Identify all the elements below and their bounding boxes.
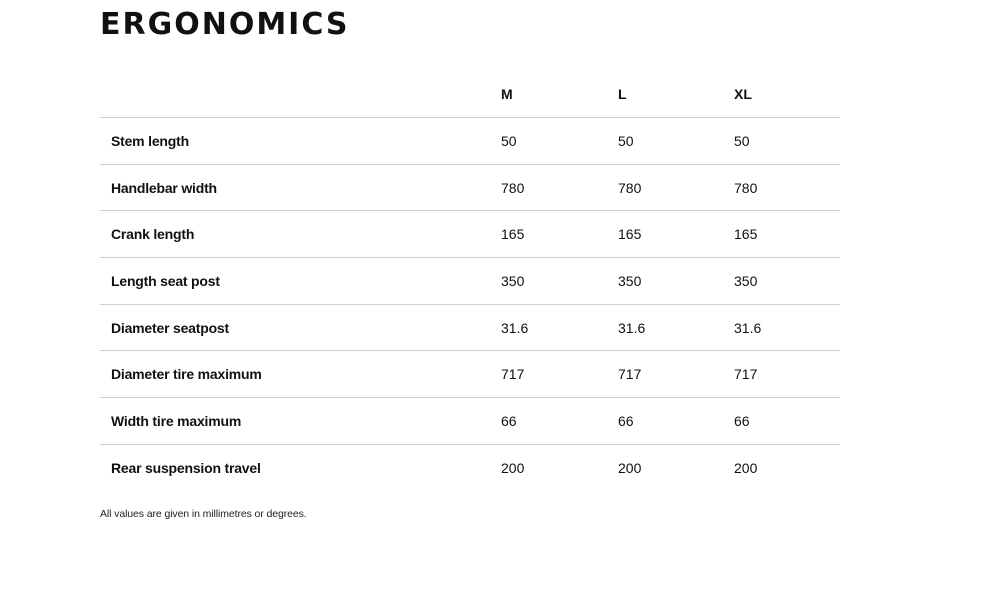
cell-value: 66 [618,412,634,429]
cell-value: 31.6 [501,319,529,336]
section-title: ERGONOMICS [100,7,350,42]
cell-value: 780 [734,179,758,196]
cell-value: 66 [734,412,750,429]
cell-value: 200 [618,460,642,477]
units-footnote: All values are given in millimetres or degrees. [100,508,307,520]
column-header-xl: XL [734,85,752,102]
table-row [100,398,840,445]
cell-value: 200 [734,460,758,477]
cell-value: 31.6 [734,319,762,336]
cell-value: 165 [618,226,642,243]
ergonomics-table [100,70,840,492]
cell-value: 350 [734,272,758,289]
cell-value: 31.6 [618,319,646,336]
table-row [100,258,840,305]
table-row [100,351,840,398]
row-label: Diameter seatpost [111,319,229,336]
table-row [100,445,840,492]
row-label: Stem length [111,132,189,149]
cell-value: 717 [734,366,758,383]
table-row [100,165,840,212]
cell-value: 780 [501,179,525,196]
cell-value: 717 [501,366,525,383]
table-row [100,118,840,165]
cell-value: 66 [501,412,517,429]
row-label: Length seat post [111,272,220,289]
cell-value: 350 [501,272,525,289]
cell-value: 165 [734,226,758,243]
row-label: Diameter tire maximum [111,366,262,383]
cell-value: 717 [618,366,642,383]
cell-value: 50 [618,132,634,149]
table-row [100,305,840,352]
cell-value: 780 [618,179,642,196]
column-header-m: M [501,85,513,102]
row-label: Width tire maximum [111,412,242,429]
column-header-l: L [618,85,627,102]
cell-value: 350 [618,272,642,289]
row-label: Rear suspension travel [111,460,261,477]
table-row [100,211,840,258]
cell-value: 50 [501,132,517,149]
row-label: Crank length [111,226,195,243]
cell-value: 200 [501,460,525,477]
table-header-row [100,70,840,118]
cell-value: 165 [501,226,525,243]
cell-value: 50 [734,132,750,149]
row-label: Handlebar width [111,179,217,196]
